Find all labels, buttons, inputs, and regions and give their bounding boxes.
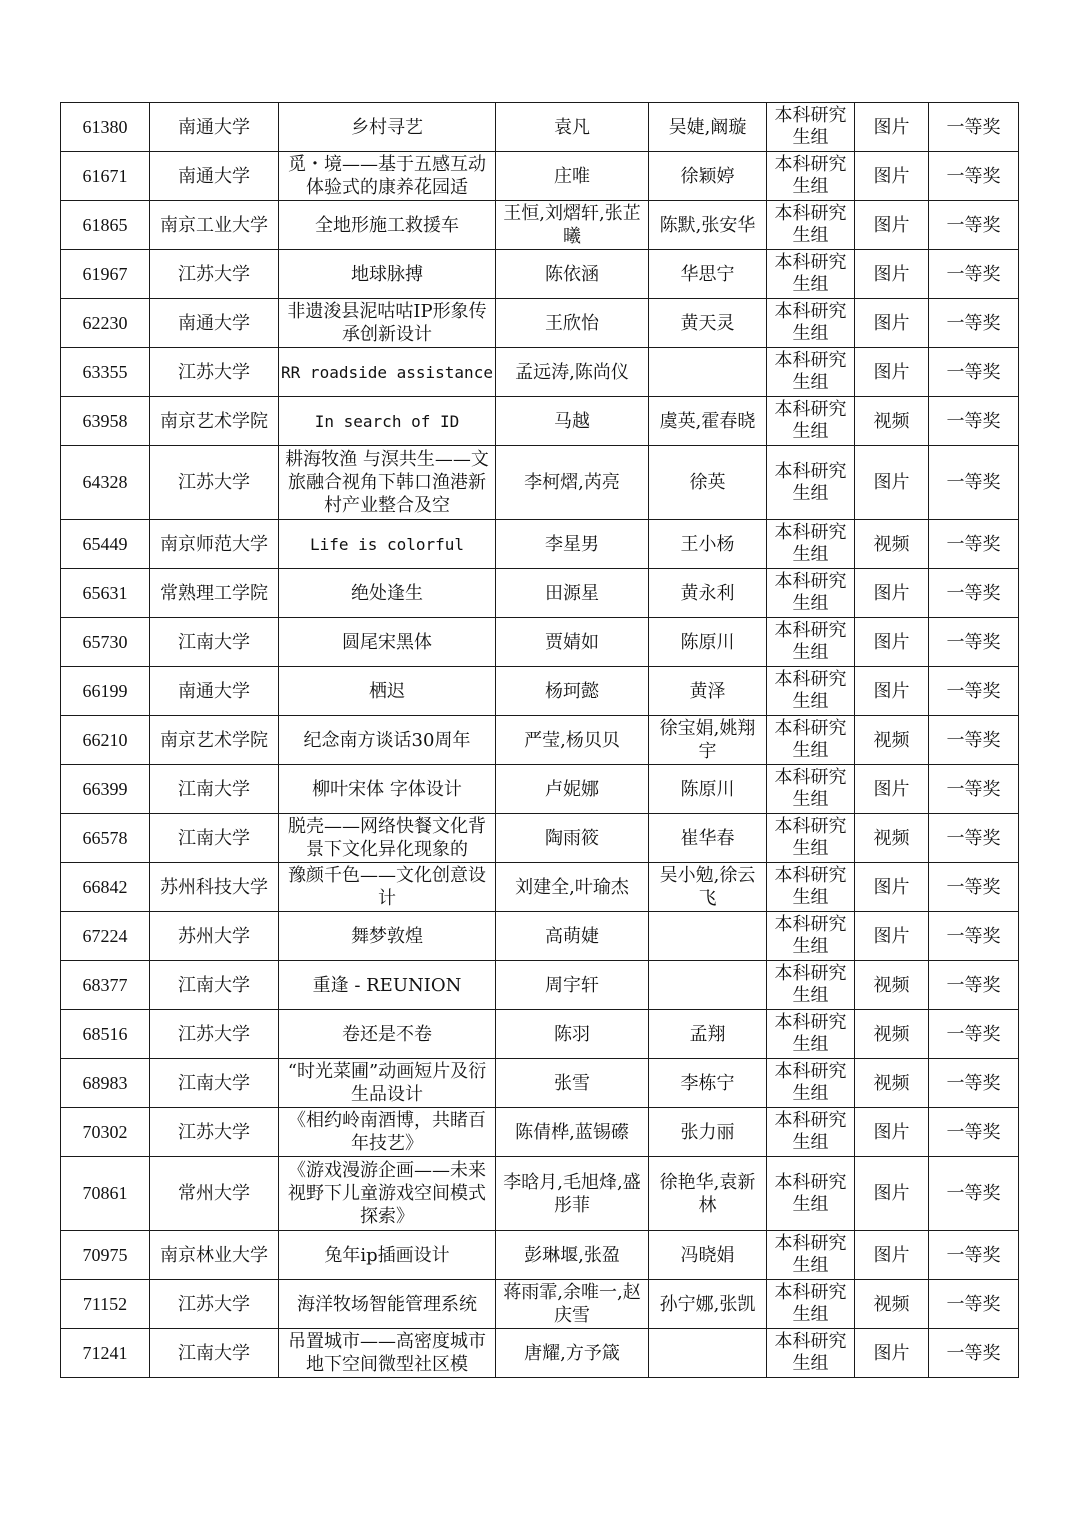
advisors-cell: 孙宁娜,张凯 — [649, 1280, 767, 1329]
group-cell: 本科研究生组 — [767, 1108, 855, 1157]
group-cell: 本科研究生组 — [767, 912, 855, 961]
entry-id-cell: 68377 — [61, 961, 150, 1010]
work-title-cell: 非遗浚县泥咕咕IP形象传承创新设计 — [279, 299, 496, 348]
authors-cell: 孟远涛,陈尚仪 — [496, 348, 649, 397]
school-cell: 江南大学 — [150, 765, 279, 814]
award-cell: 一等奖 — [929, 1059, 1019, 1108]
entry-id-cell: 65449 — [61, 520, 150, 569]
entry-id-cell: 61865 — [61, 201, 150, 250]
school-cell: 南通大学 — [150, 667, 279, 716]
authors-cell: 高萌婕 — [496, 912, 649, 961]
authors-cell: 马越 — [496, 397, 649, 446]
authors-cell: 陈倩桦,蓝锡礤 — [496, 1108, 649, 1157]
work-title-cell: “时光菜圃”动画短片及衍生品设计 — [279, 1059, 496, 1108]
work-type-cell: 图片 — [855, 912, 929, 961]
table-row — [61, 814, 1019, 863]
work-title-cell: 圆尾宋黑体 — [279, 618, 496, 667]
work-type-cell: 图片 — [855, 250, 929, 299]
table-row — [61, 667, 1019, 716]
school-cell: 江苏大学 — [150, 1280, 279, 1329]
entry-id-cell: 71241 — [61, 1329, 150, 1378]
school-cell: 南京师范大学 — [150, 520, 279, 569]
table-row — [61, 152, 1019, 201]
award-cell: 一等奖 — [929, 348, 1019, 397]
authors-cell: 周宇轩 — [496, 961, 649, 1010]
work-type-cell: 视频 — [855, 716, 929, 765]
table-row — [61, 863, 1019, 912]
work-type-cell: 视频 — [855, 520, 929, 569]
work-type-cell: 图片 — [855, 152, 929, 201]
advisors-cell: 陈默,张安华 — [649, 201, 767, 250]
school-cell: 苏州科技大学 — [150, 863, 279, 912]
advisors-cell: 徐英 — [649, 446, 767, 520]
advisors-cell — [649, 961, 767, 1010]
work-type-cell: 图片 — [855, 1108, 929, 1157]
work-type-cell: 图片 — [855, 446, 929, 520]
advisors-cell: 徐宝娟,姚翔宇 — [649, 716, 767, 765]
group-cell: 本科研究生组 — [767, 1059, 855, 1108]
group-cell: 本科研究生组 — [767, 1280, 855, 1329]
work-title-cell: 舞梦敦煌 — [279, 912, 496, 961]
work-type-cell: 图片 — [855, 765, 929, 814]
award-cell: 一等奖 — [929, 1010, 1019, 1059]
work-title-cell: 卷还是不卷 — [279, 1010, 496, 1059]
group-cell: 本科研究生组 — [767, 1329, 855, 1378]
advisors-cell — [649, 348, 767, 397]
school-cell: 江苏大学 — [150, 1010, 279, 1059]
advisors-cell: 崔华春 — [649, 814, 767, 863]
group-cell: 本科研究生组 — [767, 103, 855, 152]
advisors-cell: 黄天灵 — [649, 299, 767, 348]
authors-cell: 严莹,杨贝贝 — [496, 716, 649, 765]
advisors-cell: 虞英,霍春晓 — [649, 397, 767, 446]
school-cell: 江南大学 — [150, 814, 279, 863]
school-cell: 江苏大学 — [150, 446, 279, 520]
work-type-cell: 图片 — [855, 299, 929, 348]
award-cell: 一等奖 — [929, 814, 1019, 863]
group-cell: 本科研究生组 — [767, 397, 855, 446]
entry-id-cell: 62230 — [61, 299, 150, 348]
school-cell: 常熟理工学院 — [150, 569, 279, 618]
group-cell: 本科研究生组 — [767, 299, 855, 348]
work-type-cell: 图片 — [855, 618, 929, 667]
work-title-cell: 栖迟 — [279, 667, 496, 716]
work-title-cell: 兔年ip插画设计 — [279, 1231, 496, 1280]
group-cell: 本科研究生组 — [767, 152, 855, 201]
award-cell: 一等奖 — [929, 667, 1019, 716]
school-cell: 江苏大学 — [150, 1108, 279, 1157]
authors-cell: 陶雨筱 — [496, 814, 649, 863]
table-row — [61, 961, 1019, 1010]
work-title-cell: RR roadside assistance — [279, 348, 496, 397]
authors-cell: 卢妮娜 — [496, 765, 649, 814]
entry-id-cell: 70861 — [61, 1157, 150, 1231]
table-row — [61, 348, 1019, 397]
table-row — [61, 520, 1019, 569]
work-title-cell: 《相约岭南酒博，共睹百年技艺》 — [279, 1108, 496, 1157]
table-row — [61, 1059, 1019, 1108]
work-title-cell: 觅・境——基于五感互动体验式的康养花园适 — [279, 152, 496, 201]
group-cell: 本科研究生组 — [767, 1231, 855, 1280]
entry-id-cell: 65631 — [61, 569, 150, 618]
school-cell: 江苏大学 — [150, 250, 279, 299]
work-title-cell: 柳叶宋体 字体设计 — [279, 765, 496, 814]
work-title-cell: 吊置城市——高密度城市地下空间微型社区模 — [279, 1329, 496, 1378]
work-type-cell: 图片 — [855, 667, 929, 716]
authors-cell: 王恒,刘熠轩,张芷曦 — [496, 201, 649, 250]
work-title-cell: 脱壳——网络快餐文化背景下文化异化现象的 — [279, 814, 496, 863]
school-cell: 苏州大学 — [150, 912, 279, 961]
award-table-body — [61, 103, 1019, 1378]
table-row — [61, 299, 1019, 348]
work-type-cell: 图片 — [855, 569, 929, 618]
entry-id-cell: 61380 — [61, 103, 150, 152]
advisors-cell: 吴婕,阚璇 — [649, 103, 767, 152]
table-row — [61, 1108, 1019, 1157]
work-type-cell: 图片 — [855, 1329, 929, 1378]
table-row — [61, 1157, 1019, 1231]
school-cell: 南京林业大学 — [150, 1231, 279, 1280]
award-cell: 一等奖 — [929, 250, 1019, 299]
advisors-cell: 陈原川 — [649, 765, 767, 814]
entry-id-cell: 70302 — [61, 1108, 150, 1157]
award-cell: 一等奖 — [929, 618, 1019, 667]
school-cell: 江南大学 — [150, 1329, 279, 1378]
work-title-cell: 海洋牧场智能管理系统 — [279, 1280, 496, 1329]
group-cell: 本科研究生组 — [767, 814, 855, 863]
authors-cell: 张雪 — [496, 1059, 649, 1108]
entry-id-cell: 66842 — [61, 863, 150, 912]
advisors-cell: 徐艳华,袁新林 — [649, 1157, 767, 1231]
entry-id-cell: 61967 — [61, 250, 150, 299]
school-cell: 南通大学 — [150, 152, 279, 201]
authors-cell: 李星男 — [496, 520, 649, 569]
award-cell: 一等奖 — [929, 446, 1019, 520]
advisors-cell: 王小杨 — [649, 520, 767, 569]
authors-cell: 唐耀,方予箴 — [496, 1329, 649, 1378]
school-cell: 江南大学 — [150, 618, 279, 667]
advisors-cell: 黄永利 — [649, 569, 767, 618]
authors-cell: 陈羽 — [496, 1010, 649, 1059]
entry-id-cell: 64328 — [61, 446, 150, 520]
advisors-cell — [649, 1329, 767, 1378]
award-cell: 一等奖 — [929, 1329, 1019, 1378]
work-type-cell: 图片 — [855, 1157, 929, 1231]
school-cell: 江苏大学 — [150, 348, 279, 397]
work-type-cell: 视频 — [855, 1280, 929, 1329]
work-title-cell: 《游戏漫游企画——未来视野下儿童游戏空间模式探索》 — [279, 1157, 496, 1231]
entry-id-cell: 68516 — [61, 1010, 150, 1059]
table-row — [61, 103, 1019, 152]
group-cell: 本科研究生组 — [767, 863, 855, 912]
authors-cell: 陈依涵 — [496, 250, 649, 299]
work-title-cell: 纪念南方谈话30周年 — [279, 716, 496, 765]
advisors-cell: 黄泽 — [649, 667, 767, 716]
work-type-cell: 视频 — [855, 814, 929, 863]
advisors-cell: 陈原川 — [649, 618, 767, 667]
authors-cell: 庄唯 — [496, 152, 649, 201]
entry-id-cell: 67224 — [61, 912, 150, 961]
group-cell: 本科研究生组 — [767, 716, 855, 765]
table-row — [61, 446, 1019, 520]
authors-cell: 彭琳堰,张盈 — [496, 1231, 649, 1280]
work-title-cell: 耕海牧渔 与溟共生——文旅融合视角下韩口渔港新村产业整合及空 — [279, 446, 496, 520]
entry-id-cell: 66210 — [61, 716, 150, 765]
advisors-cell: 华思宁 — [649, 250, 767, 299]
table-row — [61, 569, 1019, 618]
entry-id-cell: 65730 — [61, 618, 150, 667]
award-cell: 一等奖 — [929, 201, 1019, 250]
work-type-cell: 视频 — [855, 1059, 929, 1108]
group-cell: 本科研究生组 — [767, 520, 855, 569]
award-cell: 一等奖 — [929, 716, 1019, 765]
award-cell: 一等奖 — [929, 765, 1019, 814]
school-cell: 南京工业大学 — [150, 201, 279, 250]
award-cell: 一等奖 — [929, 397, 1019, 446]
award-cell: 一等奖 — [929, 961, 1019, 1010]
school-cell: 南京艺术学院 — [150, 716, 279, 765]
table-row — [61, 716, 1019, 765]
work-type-cell: 视频 — [855, 1010, 929, 1059]
school-cell: 江南大学 — [150, 961, 279, 1010]
entry-id-cell: 70975 — [61, 1231, 150, 1280]
group-cell: 本科研究生组 — [767, 348, 855, 397]
award-cell: 一等奖 — [929, 1108, 1019, 1157]
work-title-cell: In search of ID — [279, 397, 496, 446]
group-cell: 本科研究生组 — [767, 618, 855, 667]
work-title-cell: 全地形施工救援车 — [279, 201, 496, 250]
work-type-cell: 图片 — [855, 1231, 929, 1280]
table-row — [61, 1231, 1019, 1280]
advisors-cell: 孟翔 — [649, 1010, 767, 1059]
school-cell: 江南大学 — [150, 1059, 279, 1108]
award-cell: 一等奖 — [929, 863, 1019, 912]
table-row — [61, 250, 1019, 299]
work-title-cell: 重逢 - REUNION — [279, 961, 496, 1010]
advisors-cell — [649, 912, 767, 961]
table-row — [61, 765, 1019, 814]
group-cell: 本科研究生组 — [767, 1010, 855, 1059]
table-row — [61, 618, 1019, 667]
work-type-cell: 图片 — [855, 348, 929, 397]
entry-id-cell: 61671 — [61, 152, 150, 201]
work-title-cell: 地球脉搏 — [279, 250, 496, 299]
work-type-cell: 图片 — [855, 863, 929, 912]
table-row — [61, 1010, 1019, 1059]
group-cell: 本科研究生组 — [767, 250, 855, 299]
work-type-cell: 视频 — [855, 397, 929, 446]
group-cell: 本科研究生组 — [767, 1157, 855, 1231]
table-row — [61, 912, 1019, 961]
award-cell: 一等奖 — [929, 299, 1019, 348]
group-cell: 本科研究生组 — [767, 961, 855, 1010]
authors-cell: 李柯熠,芮亮 — [496, 446, 649, 520]
award-cell: 一等奖 — [929, 520, 1019, 569]
entry-id-cell: 66578 — [61, 814, 150, 863]
award-cell: 一等奖 — [929, 103, 1019, 152]
entry-id-cell: 66399 — [61, 765, 150, 814]
award-cell: 一等奖 — [929, 1231, 1019, 1280]
school-cell: 南京艺术学院 — [150, 397, 279, 446]
authors-cell: 贾婧如 — [496, 618, 649, 667]
entry-id-cell: 63355 — [61, 348, 150, 397]
award-list-sheet — [60, 102, 1019, 1378]
work-title-cell: 豫颜千色——文化创意设计 — [279, 863, 496, 912]
school-cell: 南通大学 — [150, 299, 279, 348]
table-row — [61, 1280, 1019, 1329]
group-cell: 本科研究生组 — [767, 667, 855, 716]
group-cell: 本科研究生组 — [767, 446, 855, 520]
entry-id-cell: 63958 — [61, 397, 150, 446]
advisors-cell: 吴小勉,徐云飞 — [649, 863, 767, 912]
work-title-cell: 乡村寻艺 — [279, 103, 496, 152]
authors-cell: 李晗月,毛旭烽,盛彤菲 — [496, 1157, 649, 1231]
work-type-cell: 视频 — [855, 961, 929, 1010]
group-cell: 本科研究生组 — [767, 569, 855, 618]
authors-cell: 田源星 — [496, 569, 649, 618]
award-cell: 一等奖 — [929, 1157, 1019, 1231]
award-table — [60, 102, 1019, 1378]
advisors-cell: 冯晓娟 — [649, 1231, 767, 1280]
authors-cell: 袁凡 — [496, 103, 649, 152]
table-row — [61, 201, 1019, 250]
award-cell: 一等奖 — [929, 912, 1019, 961]
authors-cell: 王欣怡 — [496, 299, 649, 348]
entry-id-cell: 71152 — [61, 1280, 150, 1329]
authors-cell: 刘建全,叶瑜杰 — [496, 863, 649, 912]
group-cell: 本科研究生组 — [767, 201, 855, 250]
entry-id-cell: 66199 — [61, 667, 150, 716]
award-cell: 一等奖 — [929, 569, 1019, 618]
authors-cell: 蒋雨霏,余唯一,赵庆雪 — [496, 1280, 649, 1329]
table-row — [61, 397, 1019, 446]
entry-id-cell: 68983 — [61, 1059, 150, 1108]
work-title-cell: 绝处逢生 — [279, 569, 496, 618]
advisors-cell: 张力丽 — [649, 1108, 767, 1157]
award-cell: 一等奖 — [929, 1280, 1019, 1329]
table-row — [61, 1329, 1019, 1378]
work-type-cell: 图片 — [855, 103, 929, 152]
group-cell: 本科研究生组 — [767, 765, 855, 814]
school-cell: 南通大学 — [150, 103, 279, 152]
award-cell: 一等奖 — [929, 152, 1019, 201]
work-title-cell: Life is colorful — [279, 520, 496, 569]
work-type-cell: 图片 — [855, 201, 929, 250]
advisors-cell: 徐颖婷 — [649, 152, 767, 201]
advisors-cell: 李栋宁 — [649, 1059, 767, 1108]
authors-cell: 杨珂懿 — [496, 667, 649, 716]
school-cell: 常州大学 — [150, 1157, 279, 1231]
